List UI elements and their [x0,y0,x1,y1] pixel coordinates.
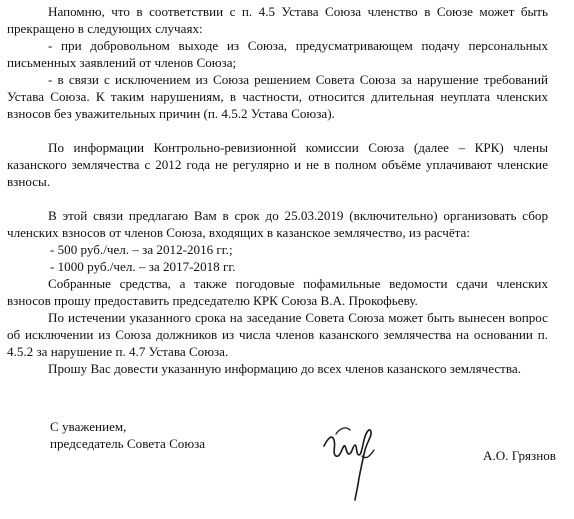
handwritten-signature [318,420,384,504]
intro-paragraph: Напомню, что в соответствии с п. 4.5 Устава Союза членство в Союзе может быть прекращено в следующих случаях: [7,4,548,36]
collected-funds-paragraph: Собранные средства, а также погодовые пофамильные ведомости сдачи членских взносов прошу предоставить председателю КРК Союза В.А. Прокофьеву. [7,276,548,308]
signer-title: председатель Совета Союза [50,436,206,451]
request-paragraph: Прошу Вас довести указанную информацию до всех членов казанского землячества. [48,361,521,376]
krk-info-paragraph: По информации Контрольно-ревизионной комиссии Союза (далее – КРК) члены казанского землячества с 2012 года не регулярно и не в полном объёме уплачивают членские взносы. [7,140,548,189]
warning-paragraph: По истечении указанного срока на заседание Совета Союза может быть вынесен вопрос об исключении из Союза должников из числа членов казанского землячества на основании п. 4.5.2 за нарушение п. 4.7 Устава Союза. [7,310,548,359]
signer-name: А.О. Грязнов [483,448,556,463]
rate-2017-2018: - 1000 руб./чел. – за 2017-2018 гг. [50,259,236,274]
closing-text: С уважением, [50,419,127,434]
bullet-exclusion: - в связи с исключением из Союза решением Совета Союза за нарушение требований Устава Союза. К таким нарушениям, в частности, относится длительная неуплата членских взносов без уважительных причин (п. 4.5.2 Устава Союза). [7,72,548,121]
proposal-paragraph: В этой связи предлагаю Вам в срок до 25.03.2019 (включительно) организовать сбор членских взносов от членов Союза, входящих в казанское землячество, из расчёта: [7,208,548,240]
bullet-voluntary-exit: - при добровольном выходе из Союза, предусматривающем подачу персональных письменных заявлений от членов Союза; [7,38,548,70]
rate-2012-2016: - 500 руб./чел. – за 2012-2016 гг.; [50,242,233,257]
